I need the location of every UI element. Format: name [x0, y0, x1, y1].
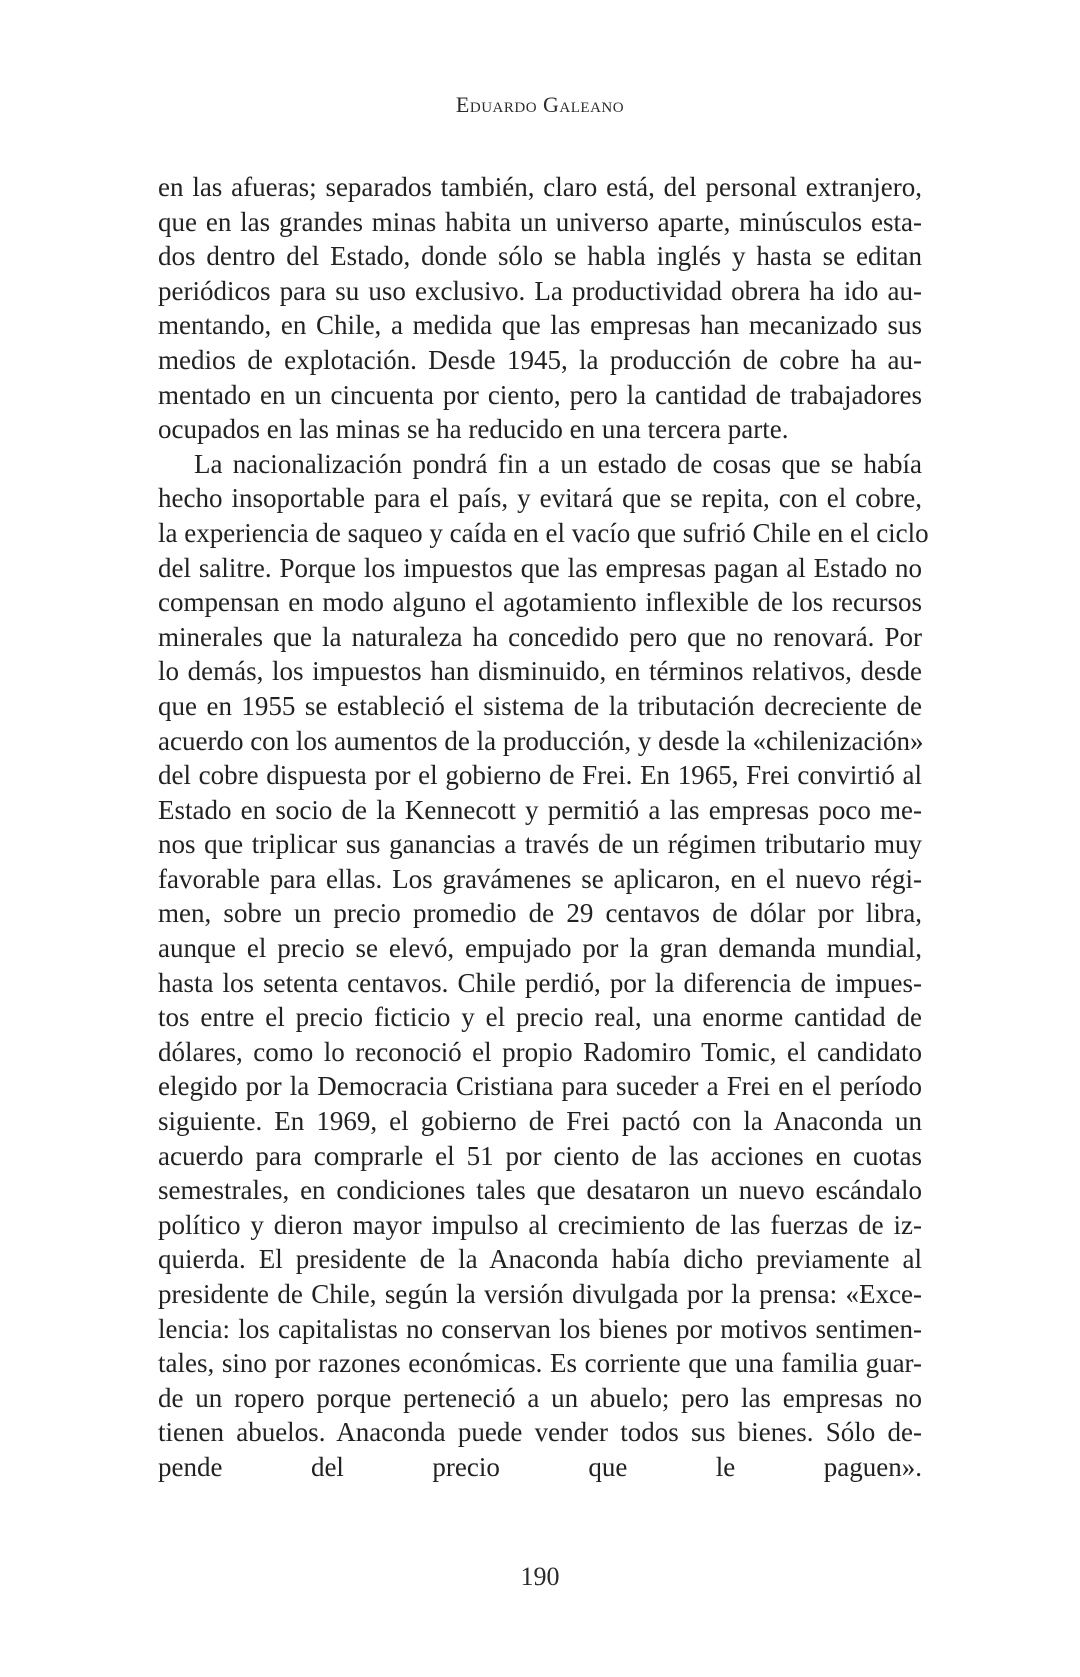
text-line: hecho insoportable para el país, y evitará que se repita, con el cobre, [158, 483, 922, 514]
text-line: quierda. El presidente de la Anaconda había dicho previamente al [158, 1244, 922, 1275]
text-line [158, 1485, 922, 1520]
text-line: tales, sino por razones económicas. Es corriente que una familia guar- [158, 1348, 922, 1379]
text-line: tienen abuelos. Anaconda puede vender todos sus bienes. Sólo de- [158, 1417, 922, 1448]
text-line: compensan en modo alguno el agotamiento inflexible de los recursos [158, 587, 922, 618]
text-line: que en las grandes minas habita un universo aparte, minúsculos esta- [158, 206, 922, 237]
text-line: siguiente. En 1969, el gobierno de Frei pactó con la Anaconda un [158, 1106, 922, 1137]
text-line: dólares, como lo reconoció el propio Radomiro Tomic, el candidato [158, 1036, 922, 1067]
text-line: de un ropero porque perteneció a un abuelo; pero las empresas no [158, 1382, 922, 1413]
text-line: del salitre. Porque los impuestos que las empresas pagan al Estado no [158, 552, 922, 583]
text-line: Estado en socio de la Kennecott y permitió a las empresas poco me- [158, 794, 922, 825]
text-line: acuerdo para comprarle el 51 por ciento de las acciones en cuotas [158, 1140, 922, 1171]
text-line: men, sobre un precio promedio de 29 centavos de dólar por libra, [158, 898, 922, 929]
text-line: mentando, en Chile, a medida que las empresas han mecanizado sus [158, 310, 922, 341]
text-line: la experiencia de saqueo y caída en el vacío que sufrió Chile en el ciclo [158, 517, 929, 548]
text-line: La nacionalización pondrá fin a un estado de cosas que se había [194, 448, 922, 479]
text-line: hasta los setenta centavos. Chile perdió, por la diferencia de impues- [158, 967, 922, 998]
text-line: dos dentro del Estado, donde sólo se habla inglés y hasta se editan [158, 241, 922, 272]
text-line: minerales que la naturaleza ha concedido pero que no renovará. Por [158, 621, 922, 652]
page-number: 190 [520, 1562, 560, 1591]
text-line: presidente de Chile, según la versión divulgada por la prensa: «Exce- [158, 1279, 922, 1309]
text-line: elegido por la Democracia Cristiana para suceder a Frei en el período [158, 1071, 922, 1102]
text-line: pende del precio que le paguen». [158, 1451, 922, 1482]
text-line: aunque el precio se elevó, empujado por la gran demanda mundial, [158, 933, 922, 964]
text-line: lencia: los capitalistas no conservan los bienes por motivos sentimen- [158, 1313, 922, 1344]
text-line: acuerdo con los aumentos de la producción, y desde la «chilenización» [158, 725, 924, 756]
text-line: político y dieron mayor impulso al crecimiento de las fuerzas de iz- [158, 1209, 922, 1240]
text-line: periódicos para su uso exclusivo. La productividad obrera ha ido au- [158, 275, 922, 306]
paragraph-1 [158, 170, 922, 447]
text-line: nos que triplicar sus ganancias a través de un régimen tributario muy [158, 829, 922, 860]
text-line: lo demás, los impuestos han disminuido, en términos relativos, desde [158, 656, 922, 687]
text-line: del cobre dispuesta por el gobierno de Frei. En 1965, Frei convirtió al [158, 760, 922, 791]
text-line: que en 1955 se estableció el sistema de la tributación decreciente de [158, 690, 922, 721]
text-line: en las afueras; separados también, claro está, del personal extranjero, [158, 172, 922, 202]
running-head: Eduardo Galeano [455, 92, 625, 117]
text-line: medios de explotación. Desde 1945, la producción de cobre ha au- [158, 344, 922, 375]
text-line: mentado en un cincuenta por ciento, pero la cantidad de trabajadores [158, 379, 922, 410]
text-line: semestrales, en condiciones tales que desataron un nuevo escándalo [158, 1175, 922, 1206]
text-line: ocupados en las minas se ha reducido en una tercera parte. [158, 414, 789, 445]
text-line: favorable para ellas. Los gravámenes se aplicaron, en el nuevo régi- [158, 863, 922, 894]
paragraph-2 [158, 447, 929, 1519]
body-text [158, 170, 929, 1519]
text-line: tos entre el precio ficticio y el precio real, una enorme cantidad de [158, 1002, 922, 1033]
